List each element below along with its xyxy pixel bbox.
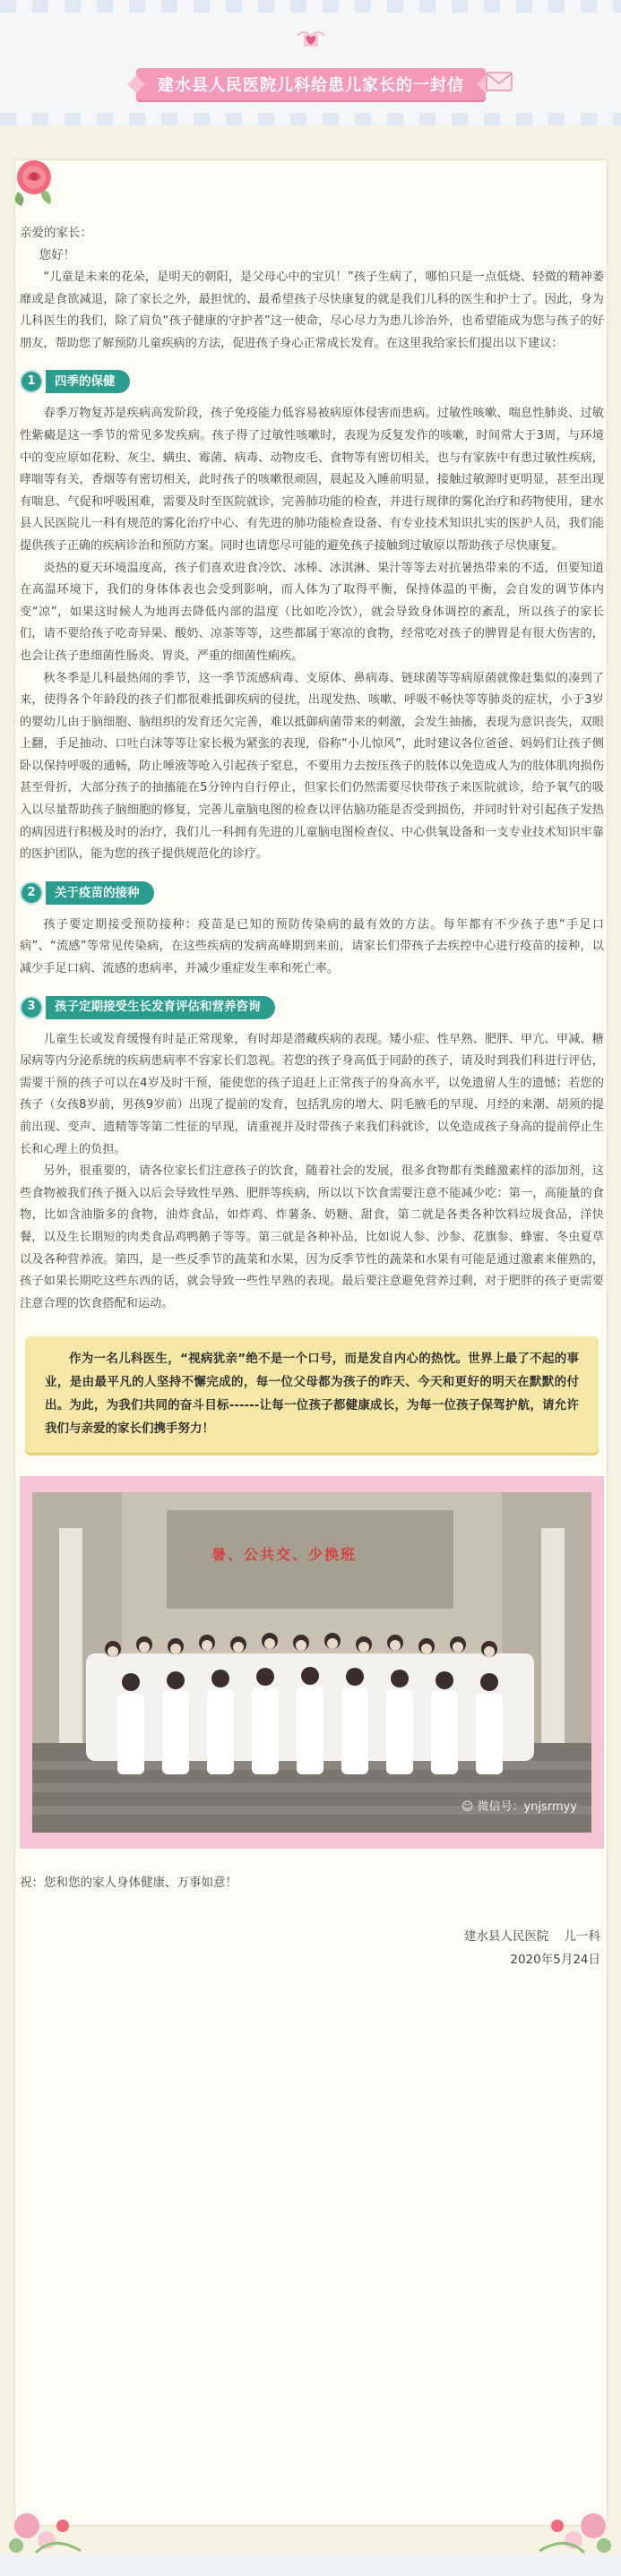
photo-banner-text: 暑、公共交、少换班 bbox=[211, 1546, 358, 1564]
page-title-text: 建水县人民医院儿科给患儿家长的一封信 bbox=[158, 76, 464, 95]
section-number: 3 bbox=[20, 996, 43, 1019]
wechat-icon: ☺ bbox=[461, 1799, 474, 1814]
signature bbox=[20, 1925, 604, 1971]
section-title: 关于疫苗的接种 bbox=[46, 881, 154, 905]
rose-icon bbox=[9, 152, 59, 210]
header-stripe bbox=[0, 113, 621, 125]
group-photo-illustration bbox=[32, 1492, 591, 1833]
section-number: 2 bbox=[20, 881, 43, 905]
section-title: 四季的保健 bbox=[46, 370, 130, 393]
paragraph: 秋冬季是儿科最热闹的季节，这一季节流感病毒、支原体、鼻病毒、链球菌等等病原菌就像赶集似的凑到了来，使得各个年龄段的孩子们都很难抵御疾病的侵扰，出现发热、咳嗽、呼吸不畅快等等肺炎的症状，小于3岁的婴幼儿由于脑细胞、脑组织的发育还欠完善，难以抵御病菌带来的刺激，会发生抽搐，表现为意识丧失，双眼上翻，手足抽动、口吐白沫等等让家长极为紧张的表现，俗称“小儿惊风”，此时建议各位爸爸、妈妈们让孩子侧卧以保持呼吸的通畅，防止唾液等呛入引起孩子窒息，不要用力去按压孩子的肢体以免造成人为的肢体肌肉损伤甚至骨折，大部分孩子的抽搐能在5分钟内自行停止，但家长们仍然需要尽快带孩子来医院就诊，给予氧气的吸入以尽量帮助孩子脑细胞的修复，完善儿童脑电图的检查以评估脑功能是否受到损伤，并同时针对引起孩子发热的病因进行积极及时的治疗，我们儿一科拥有先进的儿童脑电图检查仪、中心供氧设备和一支专业技术知识牢靠的医护团队，能为您的孩子提供规范化的诊疗。 bbox=[20, 671, 604, 862]
section-header-seasons bbox=[20, 369, 604, 394]
paragraph: 炎热的夏天环境温度高，孩子们喜欢进食冷饮、冰棒、冰淇淋、果汁等等去对抗暑热带来的不适，但要知道在高温环境下，我们的身体体表也会受到影响，而人体为了取得平衡，保持体温的平衡，会自发的调节体内变“凉”，如果这时候人为地再去降低内部的温度（比如吃冷饮），就会导致身体调控的紊乱，所以孩子的家长们，请不要给孩子吃奇异果、酸奶、凉茶等等，这些都属于寒凉的食物，经常吃对孩子的脾胃是有很大伤害的，也会让孩子患细菌性肠炎、胃炎，严重的细菌性痢疾。 bbox=[20, 561, 604, 663]
letter-content bbox=[20, 222, 604, 1971]
header-stripe bbox=[0, 0, 621, 13]
section-title: 孩子定期接受生长发育评估和营养咨询 bbox=[46, 996, 275, 1019]
signature-date: 2020年5月24日 bbox=[510, 1952, 600, 1967]
blessing: 祝：您和您的家人身体健康、万事如意！ bbox=[20, 1876, 237, 1891]
paragraph: 另外，很重要的，请各位家长们注意孩子的饮食，随着社会的发展，很多食物都有类雌激素样的添加剂，这些食物被我们孩子摄入以后会导致性早熟、肥胖等疾病，所以以下饮食需要注意不能减少吃：第一，高能量的食物，比如含油脂多的食物，油炸食品，如炸鸡、炸薯条、奶糖、甜食，第二就是各类各种饮料垃圾食品，洋快餐，以及生长期短的肉类食品鸡鸭鹅子等等。第三就是各种补品，比如说人参、沙参、花旗参、蜂蜜、冬虫夏草以及各种营养液。第四，是一些反季节的蔬菜和水果，因为反季节性的蔬菜和水果有可能是通过激素来催熟的，孩子如果长期吃这些东西的话，就会导致一些性早熟的表现。最后要注意避免营养过剩，对于肥胖的孩子更需要注意合理的饮食搭配和运动。 bbox=[20, 1164, 604, 1310]
wechat-watermark bbox=[461, 1797, 577, 1819]
paragraph: 孩子要定期接受预防接种：疫苗是已知的预防传染病的最有效的方法。每年都有不少孩子患“手足口病”、“流感”等常见传染病，在这些疾病的发病高峰期到来前，请家长们带孩子去疾控中心进行疫苗的接种，以减少手足口病、流感的患病率，并减少重症发生率和死亡率。 bbox=[20, 917, 604, 976]
paragraph: 儿童生长或发育缓慢有时是正常现象，有时却是潜藏疾病的表现。矮小症、性早熟、肥胖、甲亢、甲减、糖尿病等内分泌系统的疾病患病率不容家长们忽视。若您的孩子身高低于同龄的孩子，请及时到我们科进行评估，需要干预的孩子可以在4岁及时干预，能使您的孩子追赶上正常孩子的身高水平，以免遗留人生的遗憾；若您的孩子（女孩8岁前，男孩9岁前）出现了提前的发育，包括乳房的增大、阴毛腋毛的早现、月经的来潮、胡须的提前出现、变声、遗精等等第二性征的早现，请重视并及时带孩子来我们科就诊，以免造成孩子身高的提前停止生长和心理上的负担。 bbox=[20, 1032, 604, 1156]
group-photo bbox=[32, 1492, 591, 1833]
floral-footer-decoration bbox=[0, 2499, 621, 2576]
watermark-text: 微信号：ynjsrmyy bbox=[477, 1799, 577, 1814]
intro-paragraph: “儿童是未来的花朵，是明天的朝阳，是父母心中的宝贝！”孩子生病了，哪怕只是一点低烧、轻微的精神萎靡或是食欲减退，除了家长之外，最担忧的、最希望孩子尽快康复的就是我们儿科的医生和护士了。因此，身为儿科医生的我们，除了肩负“孩子健康的守护者”这一使命，尽心尽力为患儿诊治外，也希望能成为您与孩子的好朋友，帮助您了解预防儿童疾病的方法，促进孩子身心正常成长发育。在这里我给家长们提出以下建议： bbox=[20, 270, 604, 350]
section-header-growth bbox=[20, 995, 604, 1020]
signature-org: 建水县人民医院 儿一科 bbox=[463, 1928, 600, 1944]
salutation: 亲爱的家长： bbox=[20, 226, 92, 240]
envelope-icon bbox=[486, 72, 513, 91]
page-title bbox=[136, 68, 486, 100]
section-number: 1 bbox=[20, 370, 43, 393]
closing-callout: 作为一名儿科医生，“视病犹亲”绝不是一个口号，而是发自内心的热忱。世界上最了不起的事业，是由最平凡的人坚持不懈完成的，每一位父母都为孩子的昨天、今天和更好的明天在默默的付出。为此，为我们共同的奋斗目标------让每一位孩子都健康成长，为每一位孩子保驾护航，请允许我们与亲爱的家长们携手努力！ bbox=[25, 1336, 599, 1453]
heart-envelope-icon bbox=[296, 27, 326, 52]
section-header-vaccine bbox=[20, 880, 604, 906]
photo-frame bbox=[20, 1476, 604, 1849]
greeting: 您好！ bbox=[39, 248, 76, 262]
header-band bbox=[0, 0, 621, 125]
paragraph: 春季万物复苏是疾病高发阶段，孩子免疫能力低容易被病原体侵害而患病。过敏性咳嗽、喘息性肺炎、过敏性紫癜是这一季节的常见多发疾病。孩子得了过敏性咳嗽时，表现为反复发作的咳嗽，时间常大于3周，与环境中的变应原如花粉、灰尘、螨虫、霉菌、病毒、动物皮毛、食物等有密切相关，也与有家族中有患过敏性疾病，哮喘等有关，香烟等有密切相关，此时孩子的咳嗽很顽固，晨起及入睡前明显，接触过敏源时更明显，甚至出现有喘息、气促和呼吸困难，需要及时至医院就诊，完善肺功能的检查，并进行规律的雾化治疗和药物使用，建水县人民医院儿一科有规范的雾化治疗中心、有先进的肺功能检查设备、有专业技术知识扎实的医护人员，我们能提供孩子正确的疾病诊治和预防方案。同时也请您尽可能的避免孩子接触到过敏原以帮助孩子尽快康复。 bbox=[20, 407, 604, 553]
